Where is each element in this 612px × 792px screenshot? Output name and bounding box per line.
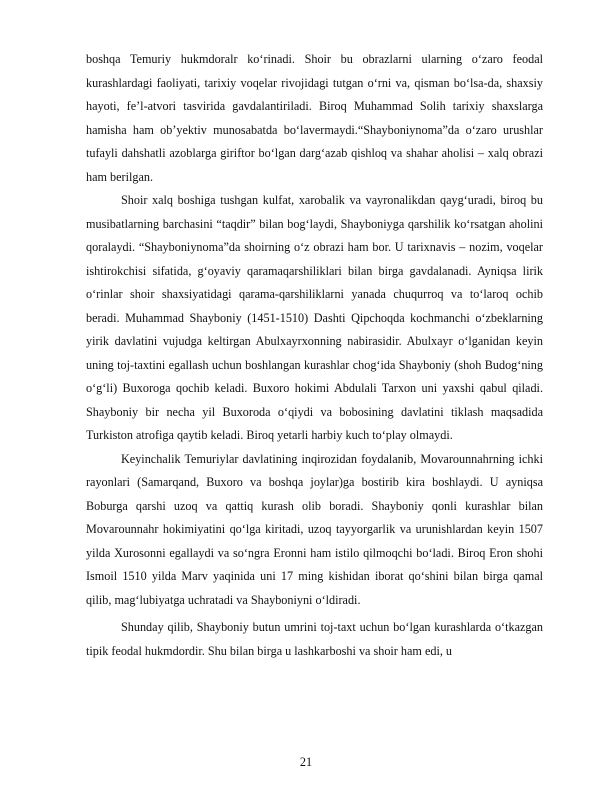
paragraph-2: Shoir xalq boshiga tushgan kulfat, xarobalik va vayronalikdan qayg‘uradi, biroq bu musibatlarning barchasini “taqdir” bilan bog‘laydi, Shayboniyga qarshilik ko‘rsatgan aholini qoralaydi. “Shayboniynoma”da shoirning o‘z obrazi ham bor. U tarixnavis – nozim, voqelar ishtirokchisi sifatida, g‘oyaviy qaramaqarshiliklari bilan birga gavdalanadi. Ayniqsa lirik o‘rinlar shoir shaxsiyatidagi qarama-qarshiliklarni yanada chuqurroq va to‘laroq ochib beradi. Muhammad Shayboniy (1451-1510) Dashti Qipchoqda kochmanchi o‘zbeklarning yirik davlatini vujudga keltirgan Abulxayrxonning nabirasidir. Abulxayr o‘lganidan keyin uning toj-taxtini egallash uchun boshlangan kurashlar chog‘ida Shayboniy (shoh Budog‘ning o‘g‘li) Buxoroga qochib keladi. Buxoro hokimi Abdulali Tarxon uni yaxshi qabul qiladi. Shayboniy bir necha yil Buxoroda o‘qiydi va bobosining davlatini tiklash maqsadida Turkiston atrofiga qaytib keladi. Biroq yetarli harbiy kuch to‘play olmaydi.	[86, 193, 543, 442]
page-number: 21	[299, 755, 313, 769]
paragraph-4: Shunday qilib, Shayboniy butun umrini toj-taxt uchun bo‘lgan kurashlarda o‘tkazgan tipik feodal hukmdordir. Shu bilan birga u lashkarboshi va shoir ham edi, u	[86, 620, 543, 658]
paragraph-3: Keyinchalik Temuriylar davlatining inqirozidan foydalanib, Movarounnahrning ichki rayonlari (Samarqand, Buxoro va boshqa joylar)ga bostirib kira boshlaydi. U ayniqsa Boburga qarshi uzoq va qattiq kurash olib boradi. Shayboniy qonli kurashlar bilan Movarounnahr hokimiyatini qo‘lga kiritadi, uzoq tayyorgarlik va urunishlardan keyin 1507 yilda Xurosonni egallaydi va so‘ngra Eronni ham istilo qilmoqchi bo‘ladi. Biroq Eron shohi Ismoil 1510 yilda Marv yaqinida uni 17 ming kishidan iborat qo‘shini bilan birga qamal qilib, mag‘lubiyatga uchratadi va Shayboniyni o‘ldiradi.	[86, 451, 543, 607]
paragraph-1: boshqa Temuriy hukmdoralr ko‘rinadi. Shoir bu obrazlarni ularning o‘zaro feodal kurashlardagi faoliyati, tarixiy voqelar rivojidagi tutgan o‘rni va, qisman bo‘lsa-da, shaxsiy hayoti, fe’l-atvori tasvirida gavdalantiriladi. Biroq Muhammad Solih tarixiy shaxslarga hamisha ham ob’yektiv munosabatda bo‘lavermaydi.“Shayboniynoma”da o‘zaro urushlar tufayli dahshatli azoblarga giriftor bo‘lgan darg‘azab qishloq va shahar aholisi – xalq obrazi ham berilgan.	[86, 52, 543, 184]
page-body	[86, 48, 543, 663]
